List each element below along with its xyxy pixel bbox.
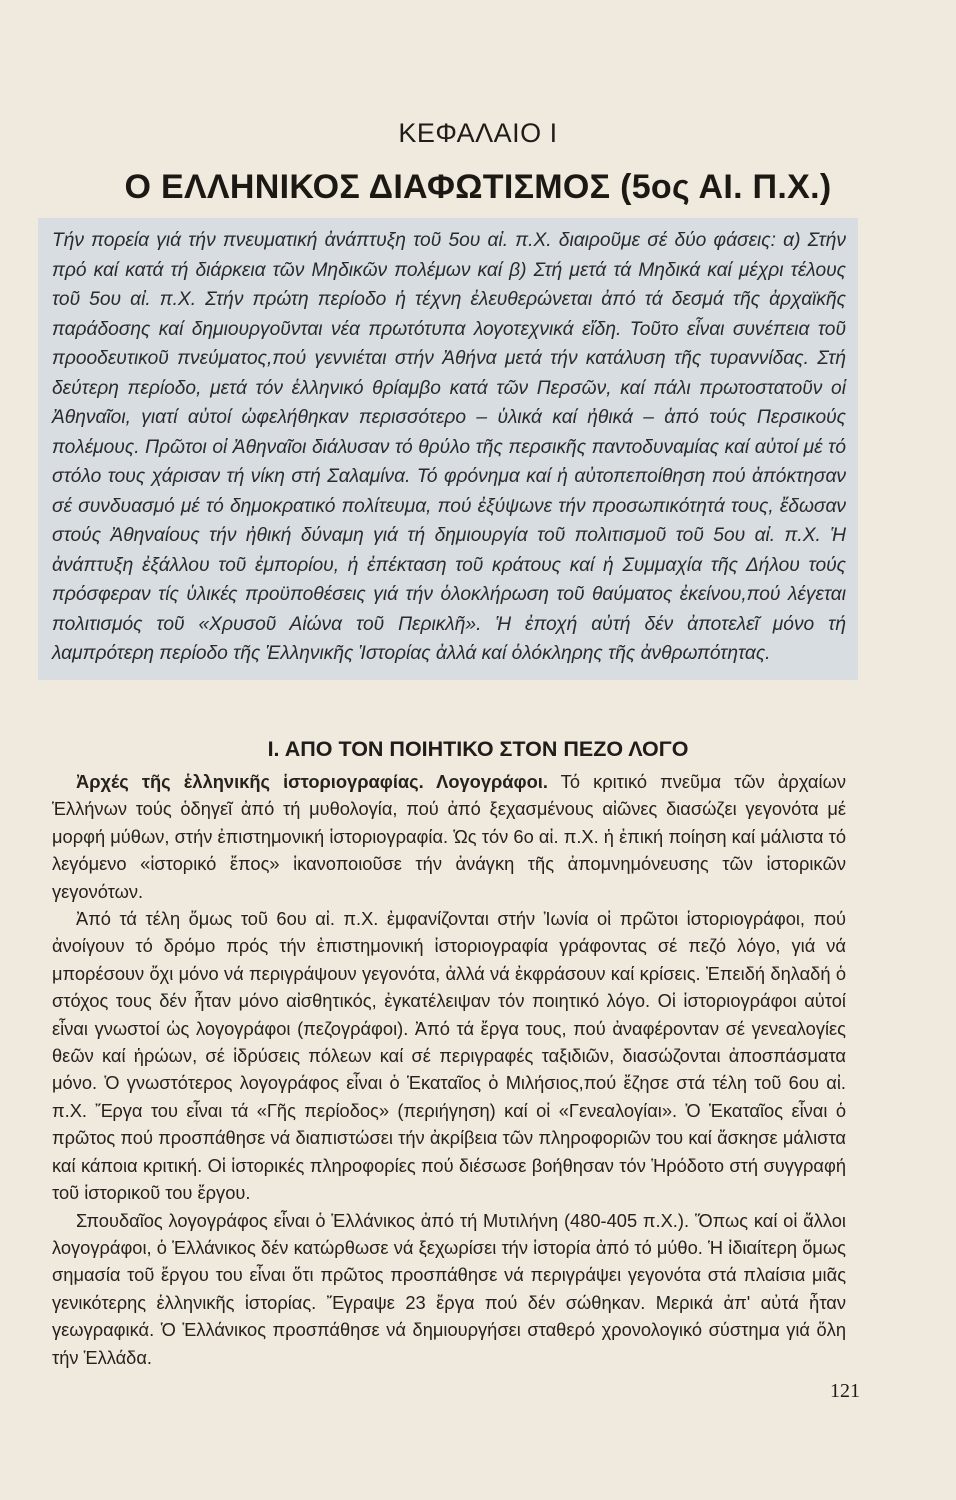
section-heading: Ι. ΑΠΟ ΤΟΝ ΠΟΙΗΤΙΚΟ ΣΤΟΝ ΠΕΖΟ ΛΟΓΟ [267,737,689,761]
paragraph-1 [52,768,846,905]
paragraph-lead: Ἀρχές τῆς ἑλληνικῆς ἱστοριογραφίας. Λογογράφοι. [76,771,548,792]
body-text [52,768,846,1371]
intro-paragraph: Τήν πορεία γιά τήν πνευματική ἀνάπτυξη τοῦ 5ου αἰ. π.Χ. διαιροῦμε σέ δύο φάσεις: α) Στήν πρό καί κατά τή διάρκεια τῶν Μηδικῶν πολέμων καί β) Στή μετά τά Μηδικά καί μέχρι τέλους τοῦ 5ου αἰ. π.Χ. Στήν πρώτη περίοδο ἡ τέχνη ἐλευθερώνεται ἀπό τά δεσμά τῆς ἀρχαϊκῆς παράδοσης καί δημιουργοῦνται νέα πρωτότυπα λογοτεχνικά εἴδη. Τοῦτο εἶναι συνέπεια τοῦ προοδευτικοῦ πνεύματος,πού γεννιέται στήν Ἀθήνα μετά τήν κατάλυση τῆς τυραννίδας. Στή δεύτερη περίοδο, μετά τόν ἑλληνικό θρίαμβο κατά τῶν Περσῶν, καί πάλι πρωτοστατοῦν οἱ Ἀθηναῖοι, γιατί αὐτοί ὠφελήθηκαν περισσότερο – ὑλικά καί ἠθικά – ἀπό τούς Περσικούς πολέμους. Πρῶτοι οἱ Ἀθηναῖοι διάλυσαν τό θρύλο τῆς περσικῆς παντοδυναμίας καί αὐτοί μέ τό στόλο τους χάρισαν τή νίκη στή Σαλαμίνα. Τό φρόνημα καί ἡ αὐτοπεποίθηση πού ἀπόκτησαν σέ συνδυασμό μέ τό δημοκρατικό πολίτευμα, πού ἐξύψωνε τήν προσωπικότητά τους, ἔδωσαν στούς Ἀθηναίους τήν ἠθική δύναμη γιά τή δημιουργία τοῦ πολιτισμοῦ τοῦ 5ου αἰ. π.Χ. Ἡ ἀνάπτυξη ἐξάλλου τοῦ ἐμπορίου, ἡ ἐπέκταση τοῦ κράτους καί ἡ Συμμαχία τῆς Δήλου τούς πρόσφεραν τίς ὑλικές προϋποθέσεις γιά τήν ὁλοκλήρωση τοῦ θαύματος ἐκείνου,πού λέγεται πολιτισμός τοῦ «Χρυσοῦ Αἰώνα τοῦ Περικλῆ». Ἡ ἐποχή αὐτή δέν ἀποτελεῖ μόνο τή λαμπρότερη περίοδο τῆς Ἑλληνικῆς Ἱστορίας ἀλλά καί ὁλόκληρης τῆς ἀνθρωπότητας. [52,230,846,664]
chapter-label: ΚΕΦΑΛΑΙΟ Ι [398,118,558,148]
paragraph-1-text: Τό κριτικό πνεῦμα τῶν ἀρχαίων Ἑλλήνων τούς ὁδηγεῖ ἀπό τή μυθολογία, πού ἀπό ξεχασμένους αἰῶνες διασώζει γεγονότα μέ μορφή μύθων, στήν ἐπιστημονική ἱστοριογραφία. Ὡς τόν 6ο αἰ. π.Χ. ἡ ἐπική ποίηση καί μάλιστα τό λεγόμενο «ἱστορικό ἔπος» ἱκανοποιοῦσε τήν ἀνάγκη τῆς ἀπομνημόνευσης τῶν ἱστορικῶν γεγονότων. [52,771,846,902]
chapter-title: Ο ΕΛΛΗΝΙΚΟΣ ΔΙΑΦΩΤΙΣΜΟΣ (5ος ΑΙ. Π.Χ.) [124,168,832,206]
page-number: 121 [830,1380,860,1402]
paragraph-3: Σπουδαῖος λογογράφος εἶναι ὁ Ἑλλάνικος ἀπό τή Μυτιλήνη (480-405 π.Χ.). Ὅπως καί οἱ ἄλλοι λογογράφοι, ὁ Ἑλλάνικος δέν κατώρθωσε νά ξεχωρίσει τήν ἱστορία ἀπό τό μύθο. Ἡ ἰδιαίτερη ὅμως σημασία τοῦ ἔργου του εἶναι ὅτι πρῶτος προσπάθησε νά περιγράψει γεγονότα στά πλαίσια μιᾶς γενικότερης ἑλληνικῆς ἱστορίας. Ἔγραψε 23 ἔργα πού δέν σώθηκαν. Μερικά ἀπ' αὐτά ἦταν γεωγραφικά. Ὁ Ἑλλάνικος προσπάθησε νά δημιουργήσει σταθερό χρονολογικό σύστημα γιά ὅλη τήν Ἑλλάδα. [52,1209,846,1368]
paragraph-2: Ἀπό τά τέλη ὅμως τοῦ 6ου αἰ. π.Χ. ἐμφανίζονται στήν Ἰωνία οἱ πρῶτοι ἱστοριογράφοι, πού ἀνοίγουν τό δρόμο πρός τήν ἐπιστημονική ἱστοριογραφία γράφοντας σέ πεζό λόγο, γιά νά μπορέσουν ὄχι μόνο νά περιγράψουν γεγονότα, ἀλλά νά ἐκφράσουν καί κρίσεις. Ἐπειδή δηλαδή ὁ στόχος τους δέν ἦταν μόνο αἰσθητικός, ἐγκατέλειψαν τόν ποιητικό λόγο. Οἱ ἱστοριογράφοι αὐτοί εἶναι γνωστοί ὡς λογογράφοι (πεζογράφοι). Ἀπό τά ἔργα τους, πού ἀναφέρονταν σέ γενεαλογίες θεῶν καί ἡρώων, σέ ἱδρύσεις πόλεων καί σέ περιγραφές ταξιδιῶν, διασώζονται ἀποσπάσματα μόνο. Ὁ γνωστότερος λογογράφος εἶναι ὁ Ἑκαταῖος ὁ Μιλήσιος,πού ἔζησε στά τέλη τοῦ 6ου αἰ. π.Χ. Ἔργα του εἶναι τά «Γῆς περίοδος» (περιήγηση) καί οἱ «Γενεαλογίαι». Ὁ Ἑκαταῖος εἶναι ὁ πρῶτος πού προσπάθησε νά διαπιστώσει τήν ἀκρίβεια τῶν πληροφοριῶν του καί ἄσκησε μάλιστα καί κάποια κριτική. Οἱ ἱστορικές πληροφορίες πού διέσωσε βοήθησαν τόν Ἡρόδοτο στή συγγραφή τοῦ ἱστορικοῦ του ἔργου. [52,908,846,1204]
